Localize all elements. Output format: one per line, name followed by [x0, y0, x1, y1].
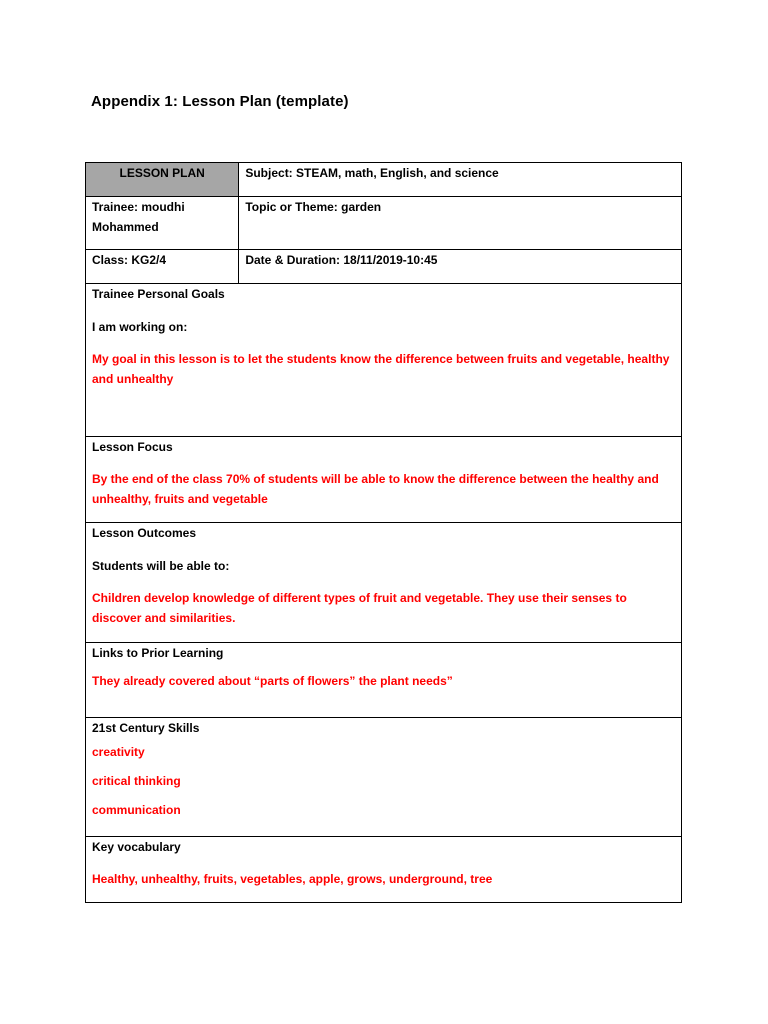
lesson-outcomes-section [86, 523, 682, 643]
personal-goals-text: My goal in this lesson is to let the students know the difference between fruits and vegetable, healthy and unhealthy [92, 352, 670, 386]
skill-item: communication [92, 803, 181, 817]
century-skills-section [86, 718, 682, 837]
personal-goals-heading: Trainee Personal Goals [92, 287, 225, 301]
subject-cell [239, 163, 682, 197]
date-duration-cell [239, 250, 682, 284]
century-skills-heading: 21st Century Skills [92, 721, 200, 735]
subject-text: Subject: STEAM, math, English, and science [245, 166, 499, 180]
trainee-cell [86, 197, 239, 250]
class-cell [86, 250, 239, 284]
lesson-focus-heading: Lesson Focus [92, 440, 173, 454]
prior-learning-text: They already covered about “parts of flowers” the plant needs” [92, 674, 453, 688]
key-vocabulary-text: Healthy, unhealthy, fruits, vegetables, apple, grows, underground, tree [92, 872, 493, 886]
document-title: Appendix 1: Lesson Plan (template) [91, 93, 349, 110]
date-duration-text: Date & Duration: 18/11/2019-10:45 [245, 253, 438, 267]
personal-goals-subheading: I am working on: [92, 320, 188, 334]
lesson-plan-label: LESSON PLAN [119, 166, 205, 180]
personal-goals-section [86, 284, 682, 437]
lesson-outcomes-text: Children develop knowledge of different types of fruit and vegetable. They use their senses to discover and similarities. [92, 591, 627, 625]
lesson-plan-header-cell [86, 163, 239, 197]
trainee-text: Trainee: moudhi Mohammed [92, 200, 185, 234]
lesson-outcomes-heading: Lesson Outcomes [92, 526, 197, 540]
prior-learning-heading: Links to Prior Learning [92, 646, 224, 660]
topic-text: Topic or Theme: garden [245, 200, 382, 214]
key-vocabulary-heading: Key vocabulary [92, 840, 181, 854]
skill-item: creativity [92, 745, 145, 759]
lesson-focus-section [86, 437, 682, 523]
class-text: Class: KG2/4 [92, 253, 167, 267]
skill-item: critical thinking [92, 774, 181, 788]
topic-cell [239, 197, 682, 250]
lesson-focus-text: By the end of the class 70% of students will be able to know the difference between the healthy and unhealthy, fruits and vegetable [92, 472, 659, 506]
prior-learning-section [86, 643, 682, 718]
lesson-outcomes-subheading: Students will be able to: [92, 559, 230, 573]
lesson-plan-table [85, 162, 682, 903]
key-vocabulary-section [86, 837, 682, 903]
